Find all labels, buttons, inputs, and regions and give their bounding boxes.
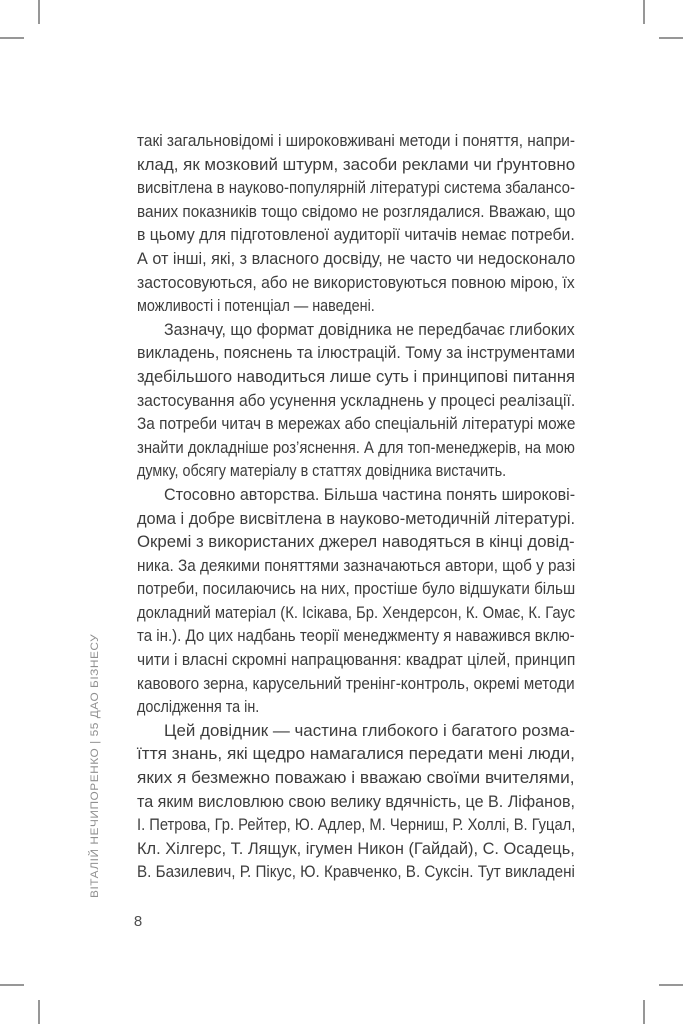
- paragraph: [137, 129, 575, 318]
- running-title-vertical: [89, 633, 105, 907]
- crop-mark-bottom-right-horizontal: [659, 984, 683, 986]
- text-line: Окремі з використаних джерел наводяться в кінці довід-: [137, 532, 575, 552]
- text-line: докладний матеріал (К. Ісікава, Бр. Хендерсон, К. Омає, К. Гаус: [137, 602, 576, 622]
- text-line: Кл. Хілгерс, Т. Лящук, ігумен Никон (Гайдай), С. Осадець,: [137, 838, 575, 858]
- crop-mark-top-left-horizontal: [0, 37, 24, 39]
- page-number: 8: [133, 913, 143, 930]
- text-line: І. Петрова, Гр. Рейтер, Ю. Адлер, М. Черниш, Р. Холлі, В. Гуцал,: [137, 815, 576, 835]
- text-line: яких я безмежно поважаю і вважаю своїми вчителями,: [137, 768, 575, 788]
- text-line: А от інші, які, з власного досвіду, не часто чи недосконало: [137, 248, 576, 268]
- crop-mark-bottom-left-vertical: [38, 1000, 40, 1024]
- text-line: та ін.). До цих надбань теорії менеджменту я наважився вклю-: [137, 626, 575, 646]
- body-text: [137, 129, 575, 884]
- text-line: застосування або усунення ускладнень у процесі реалізації.: [137, 390, 576, 410]
- text-line: чити і власні скромні напрацювання: квадрат цілей, принцип: [137, 650, 576, 670]
- text-line: висвітлена в науково-популярній літературі система збалансо-: [137, 178, 575, 198]
- text-line: Стосовно авторства. Більша частина понять широкові-: [164, 484, 576, 504]
- text-line: в цьому для підготовленої аудиторії читачів немає потреби.: [137, 225, 575, 245]
- text-line: можливості і потенціал — наведені.: [137, 296, 375, 316]
- text-line: здебільшого наводиться лише суть і принципові питання: [137, 366, 576, 386]
- text-line: кавового зерна, карусельний тренінг-контроль, окремі методи: [137, 673, 575, 693]
- text-line: Цей довідник — частина глибокого і багатого розма-: [164, 720, 575, 740]
- crop-mark-bottom-left-horizontal: [0, 984, 24, 986]
- text-line: потреби, посилаючись на них, простіше було відшукати більш: [137, 579, 576, 599]
- text-line: ваних показників тощо свідомо не розглядалися. Вважаю, що: [137, 201, 576, 221]
- text-line: дома і добре висвітлена в науково-методичній літературі.: [137, 508, 576, 528]
- text-line: За потреби читач в мережах або спеціальній літературі може: [137, 414, 576, 434]
- text-line: викладень, пояснень та ілюстрацій. Тому за інструментами: [137, 343, 576, 363]
- paragraph: [137, 719, 575, 884]
- text-line: Зазначу, що формат довідника не передбачає глибоких: [164, 319, 575, 339]
- text-line: думку, обсягу матеріалу в статтях довідника вистачить.: [137, 461, 507, 481]
- text-line: ника. За деякими поняттями зазначаються автори, щоб у разі: [137, 555, 576, 575]
- text-line: їття знань, які щедро намагалися передати мені люди,: [137, 744, 575, 764]
- text-line: дослідження та ін.: [137, 697, 260, 717]
- text-line: В. Базилевич, Р. Пікус, Ю. Кравченко, В. Суксін. Тут викладені: [137, 862, 575, 882]
- crop-mark-top-right-horizontal: [659, 37, 683, 39]
- text-line: знайти докладніше роз’яснення. А для топ-менеджерів, на мою: [137, 437, 575, 457]
- text-line: такі загальновідомі і широковживані методи і поняття, напри-: [137, 131, 576, 150]
- crop-mark-top-left-vertical: [38, 0, 40, 24]
- paragraph: [137, 318, 575, 483]
- text-line: клад, як мозковий штурм, засоби реклами чи ґрунтовно: [137, 154, 576, 174]
- paragraph: [137, 483, 575, 719]
- text-line: та яким висловлюю свою велику вдячність, це В. Ліфанов,: [137, 791, 576, 811]
- text-line: застосовуються, або не використовуються повною мірою, їх: [137, 272, 575, 292]
- crop-mark-bottom-right-vertical: [643, 1000, 645, 1024]
- running-title-text: ВІТАЛІЙ НЕЧИПОРЕНКО | 55 ДАО БІЗНЕСУ: [89, 633, 101, 898]
- crop-mark-top-right-vertical: [643, 0, 645, 24]
